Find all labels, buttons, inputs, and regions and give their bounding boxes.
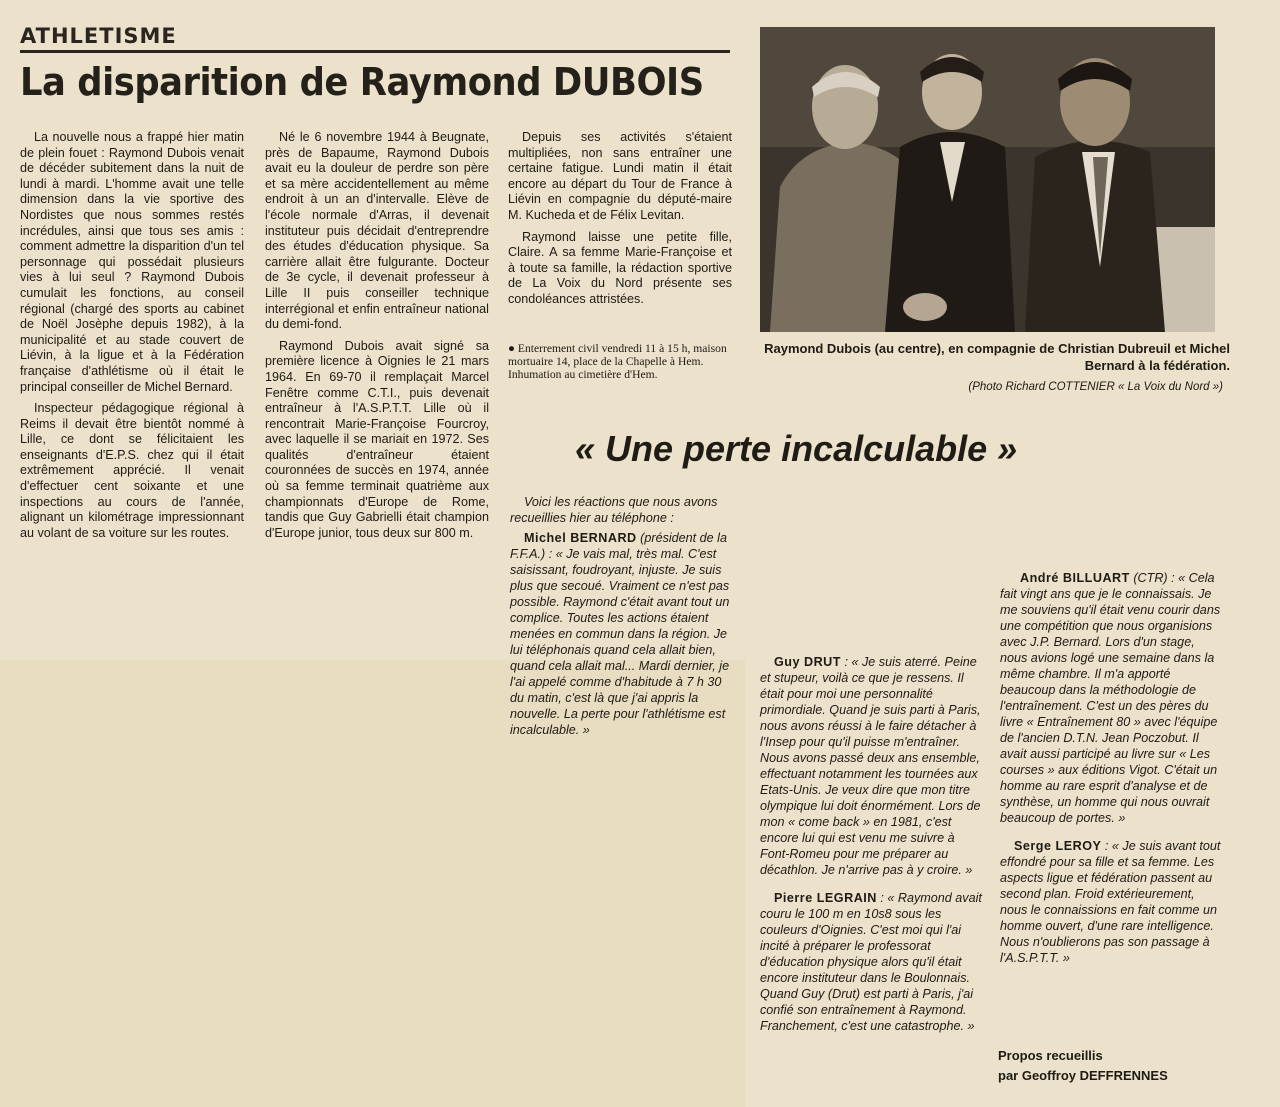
article-column-3 <box>508 130 732 314</box>
col3-paragraph-2: Raymond laisse une petite fille, Claire. A sa femme Marie-Françoise et à toute sa famille, la rédaction sportive de La Voix du Nord présente ses condoléances attristées. <box>508 229 732 306</box>
quote-bernard: (président de la F.F.A.) : « Je vais mal, très mal. C'est saisissant, foudroyant, injuste. Je suis plus que secoué. Vraiment ce n'est pas possible. Raymond c'était avant tout un complice. Toutes les actions étaient menées en commun dans la région. Je lui téléphonais quand cela allait bien, quand cela allait mal... Mardi dernier, je l'ai appelé comme d'habitude à 7 h 30 du matin, c'est là que j'ai appris la nouvelle. La perte pour l'athlétisme est incalculable. » <box>510 531 730 737</box>
reactions-intro: Voici les réactions que nous avons recueillies hier au téléphone : <box>510 495 718 525</box>
byline <box>998 1046 1168 1086</box>
quote-legrain: : « Raymond avait couru le 100 m en 10s8 sous les couleurs d'Oignies. C'est moi qui l'ai incité à préparer le professorat d'éducation physique alors qu'il était encore instituteur dans le Boulonnais. Quand Guy (Drut) est parti à Paris, j'ai confié son entraînement à Raymond. Franchement, c'est une catastrophe. » <box>760 891 982 1033</box>
article-column-1 <box>20 130 244 547</box>
speaker-bernard: Michel BERNARD <box>524 531 637 545</box>
funeral-notice: ● Enterrement civil vendredi 11 à 15 h, maison mortuaire 14, place de la Chapelle à Hem. Inhumation au cimetière d'Hem. <box>508 342 727 381</box>
speaker-drut: Guy DRUT <box>774 655 841 669</box>
quote-drut: : « Je suis aterré. Peine et stupeur, voilà ce que je ressens. Il était pour moi une personnalité primordiale. Quand je suis parti à Paris, nous avons réussi à le faire détacher à l'Insep pour qu'il puisse m'entraîner. Nous avons passé deux ans ensemble, effectuant notamment les tournées aux Etats-Unis. Je veux dire que mon titre olympique lui doit énormément. Lors de mon « come back » en 1981, c'est encore lui qui est venu me suivre à Font-Romeu pour me préparer au décathlon. Je n'arrive pas à y croire. » <box>760 655 981 877</box>
reactions-column-1 <box>510 494 732 750</box>
speaker-legrain: Pierre LEGRAIN <box>774 891 877 905</box>
byline-line-1: Propos recueillis <box>998 1048 1103 1063</box>
quote-leroy: : « Je suis avant tout effondré pour sa fille et sa femme. Les aspects ligue et fédération passent au second plan. Froid extérieurement, nous le connaissions en fait comme un homme ouvert, d'une rare intelligence. Nous n'oublierons pas son passage à l'A.S.P.T.T. » <box>1000 839 1221 965</box>
speaker-billuart: André BILLUART <box>1020 571 1130 585</box>
col2-paragraph-2: Raymond Dubois avait signé sa première licence à Oignies le 21 mars 1964. En 69-70 il remplaçait Marcel Fenêtre comme C.T.I., puis devenait entraîneur à l'A.S.P.T.T. Lille où il rencontrait Marie-Françoise Fourcroy, avec laquelle il se mariait en 1972. Ses qualités d'entraîneur étaient couronnées de succès en 1974, année où sa femme terminait quatrième aux championnats d'Europe de Rome, tandis que Guy Gabrielli était champion d'Europe junior, tous deux sur 800 m. <box>265 338 489 540</box>
col1-paragraph-1: La nouvelle nous a frappé hier matin de plein fouet : Raymond Dubois venait de décéder subitement dans la nuit de lundi à mardi. L'homme avait une telle dimension dans la vie sportive des Nordistes que nous sommes restés incrédules, ainsi que tous ses amis : comment admettre la disparition d'un tel personnage qui possédait plusieurs vies à lui seul ? Raymond Dubois cumulait les fonctions, au conseil régional (chargé des sports au cabinet de Noël Josèphe depuis 1982), à la municipalité et au stade couvert de Liévin, à la ligue et à la Fédération française d'athlétisme où il était le principal conseiller de Michel Bernard. <box>20 130 244 394</box>
reactions-column-2 <box>760 654 982 1046</box>
speaker-leroy: Serge LEROY <box>1014 839 1102 853</box>
photo-illustration <box>760 27 1215 332</box>
byline-line-2: par Geoffroy DEFFRENNES <box>998 1068 1168 1083</box>
photo-caption: Raymond Dubois (au centre), en compagnie de Christian Dubreuil et Michel Bernard à la fédération. <box>764 341 1230 373</box>
reactions-column-3 <box>1000 570 1225 978</box>
section-label: ATHLETISME <box>20 24 177 48</box>
headline: La disparition de Raymond DUBOIS <box>20 60 704 104</box>
photo-credit: (Photo Richard COTTENIER « La Voix du Nord ») <box>968 381 1223 393</box>
news-photo <box>760 27 1215 332</box>
article-column-2 <box>265 130 489 547</box>
col1-paragraph-2: Inspecteur pédagogique régional à Reims il devait être bientôt nommé à Lille, ce dont se félicitaient les enseignants d'E.P.S. chez qui il était extrêmement apprécié. Il venait d'effectuer cent soixante et une inspections au cours de l'année, alignant un kilométrage impressionnant au volant de sa voiture sur les routes. <box>20 401 244 540</box>
col3-paragraph-1: Depuis ses activités s'étaient multipliées, non sans entraîner une certaine fatigue. Lundi matin il était encore au départ du Tour de France à Liévin en compagnie du député-maire M. Kucheda et de Félix Levitan. <box>508 130 732 222</box>
section-rule <box>20 50 730 53</box>
col2-paragraph-1: Né le 6 novembre 1944 à Beugnate, près de Bapaume, Raymond Dubois avait eu la douleur de perdre son père et sa mère accidentellement au même endroit à un an d'intervalle. Elève de l'école normale d'Arras, il devenait instituteur puis décidait d'entreprendre des études d'éducation physique. Sa carrière allait être fulgurante. Docteur de 3e cycle, il devenait professeur à Lille II puis conseiller technique interrégional et enfin entraîneur national du demi-fond. <box>265 130 489 332</box>
quote-billuart: (CTR) : « Cela fait vingt ans que je le connaissais. Je me souviens qu'il était venu courir dans une compétition que nous organisions avec J.P. Bernard. Lors d'un stage, nous avions logé une semaine dans la même chambre. Il m'a apporté beaucoup dans la méthodologie de l'entraînement. C'est un des pères du livre « Entraînement 80 » avec l'équipe de l'ancien D.T.N. Jean Poczobut. Il avait aussi participé au livre sur « Les courses » aux éditions Vigot. C'était un homme au rare esprit d'analyse et de synthèse, un homme qui nous ouvrait beaucoup de portes. » <box>1000 571 1221 825</box>
reactions-headline: « Une perte incalculable » <box>575 428 1018 469</box>
